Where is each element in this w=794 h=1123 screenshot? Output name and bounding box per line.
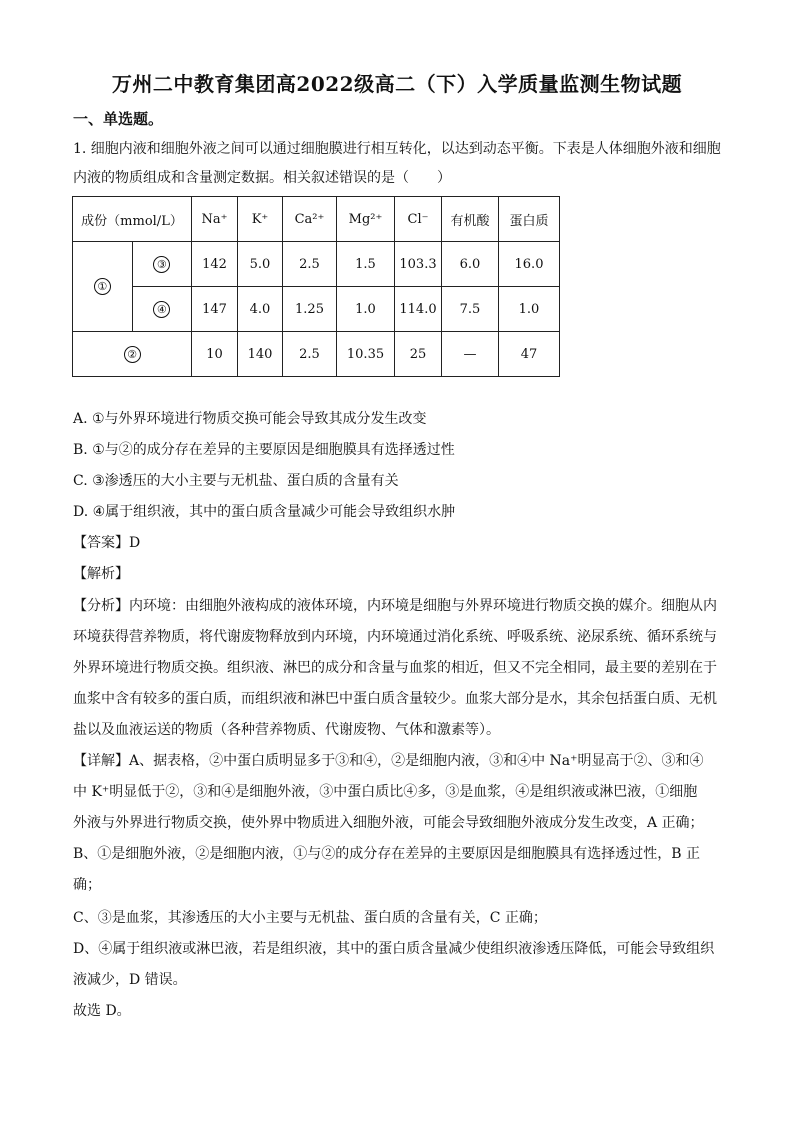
detail-line: 液减少，D 错误。: [73, 972, 187, 988]
table-cell: 140: [238, 332, 283, 377]
table-cell: 4.0: [238, 287, 283, 332]
table-cell: 147: [192, 287, 238, 332]
table-row: [73, 287, 560, 332]
table-header-cell: Na⁺: [192, 197, 238, 242]
table-row-label: [132, 242, 192, 287]
detail-line: 外液与外界进行物质交换，使外界中物质进入细胞外液，可能会导致细胞外液成分发生改变，A 正确；: [73, 815, 704, 831]
table-header-cell: Cl⁻: [395, 197, 442, 242]
table-row: [73, 242, 560, 287]
analysis-line: 外界环境进行物质交换。组织液、淋巴的成分和含量与血浆的相近，但又不完全相同，最主要的差别在于: [73, 660, 717, 676]
row-marker: ④: [153, 301, 170, 318]
detail-line: 确；: [73, 877, 101, 893]
table-cell: 6.0: [442, 242, 499, 287]
option-b: B. ①与②的成分存在差异的主要原因是细胞膜具有选择透过性: [73, 442, 455, 458]
answer-line: 【答案】D: [73, 535, 141, 551]
table-cell: 142: [192, 242, 238, 287]
table-cell: 16.0: [499, 242, 560, 287]
table-header-row: [73, 197, 560, 242]
question-line-1: 1. 细胞内液和细胞外液之间可以通过细胞膜进行相互转化，以达到动态平衡。下表是人体细胞外液和细胞: [73, 141, 721, 157]
table-cell: 2.5: [283, 332, 337, 377]
table-cell: 1.25: [283, 287, 337, 332]
row-marker: ③: [153, 256, 170, 273]
analysis-line: 环境获得营养物质，将代谢废物释放到内环境，内环境通过消化系统、呼吸系统、泌尿系统、循环系统与: [73, 629, 717, 645]
group-marker: ①: [94, 278, 111, 295]
table-cell: 47: [499, 332, 560, 377]
table-row-label: [132, 287, 192, 332]
table-cell: 1.0: [337, 287, 395, 332]
option-c: C. ③渗透压的大小主要与无机盐、蛋白质的含量有关: [73, 473, 399, 489]
table-cell: 25: [395, 332, 442, 377]
detail-line: C、③是血浆，其渗透压的大小主要与无机盐、蛋白质的含量有关，C 正确；: [73, 910, 547, 926]
analysis-line: 血浆中含有较多的蛋白质，而组织液和淋巴中蛋白质含量较少。血浆大部分是水，其余包括蛋白质、无机: [73, 691, 717, 707]
detail-line: 中 K⁺明显低于②，③和④是细胞外液，③中蛋白质比④多，③是血浆，④是组织液或淋巴液，①细胞: [73, 784, 698, 800]
table-cell: 1.0: [499, 287, 560, 332]
table-row-label: [73, 332, 192, 377]
table-header-cell: 成份（mmol/L）: [73, 197, 192, 242]
data-table: [72, 196, 560, 377]
row-marker: ②: [124, 346, 141, 363]
table-cell: 114.0: [395, 287, 442, 332]
table-header-cell: 蛋白质: [499, 197, 560, 242]
table-cell: 103.3: [395, 242, 442, 287]
table-cell: 10.35: [337, 332, 395, 377]
table-header-cell: Ca²⁺: [283, 197, 337, 242]
table-cell: 10: [192, 332, 238, 377]
table-header-cell: Mg²⁺: [337, 197, 395, 242]
detail-line: B、①是细胞外液，②是细胞内液，①与②的成分存在差异的主要原因是细胞膜具有选择透过性，B 正: [73, 846, 701, 862]
table-cell: 2.5: [283, 242, 337, 287]
conclusion-line: 故选 D。: [73, 1003, 131, 1019]
section-heading: 一、单选题。: [73, 110, 164, 128]
table-group-cell: [73, 242, 133, 332]
detail-line: 【详解】A、据表格，②中蛋白质明显多于③和④，②是细胞内液，③和④中 Na⁺明显高于②、③和④: [73, 753, 704, 769]
analysis-label: 【解析】: [73, 566, 129, 582]
analysis-line: 【分析】内环境：由细胞外液构成的液体环境，内环境是细胞与外界环境进行物质交换的媒介。细胞从内: [73, 598, 717, 614]
table-cell: 7.5: [442, 287, 499, 332]
page-title: 万州二中教育集团高2022级高二（下）入学质量监测生物试题: [111, 72, 683, 96]
option-a: A. ①与外界环境进行物质交换可能会导致其成分发生改变: [73, 411, 427, 427]
analysis-line: 盐以及血液运送的物质（各种营养物质、代谢废物、气体和激素等）。: [73, 722, 500, 738]
option-d: D. ④属于组织液，其中的蛋白质含量减少可能会导致组织水肿: [73, 504, 456, 520]
detail-line: D、④属于组织液或淋巴液，若是组织液，其中的蛋白质含量减少使组织液渗透压降低，可能会导致组织: [73, 941, 715, 957]
table-cell: —: [442, 332, 499, 377]
table-cell: 5.0: [238, 242, 283, 287]
table-header-cell: 有机酸: [442, 197, 499, 242]
table-row: [73, 332, 560, 377]
table-cell: 1.5: [337, 242, 395, 287]
table-header-cell: K⁺: [238, 197, 283, 242]
question-line-2: 内液的物质组成和含量测定数据。相关叙述错误的是（ ）: [73, 170, 451, 186]
